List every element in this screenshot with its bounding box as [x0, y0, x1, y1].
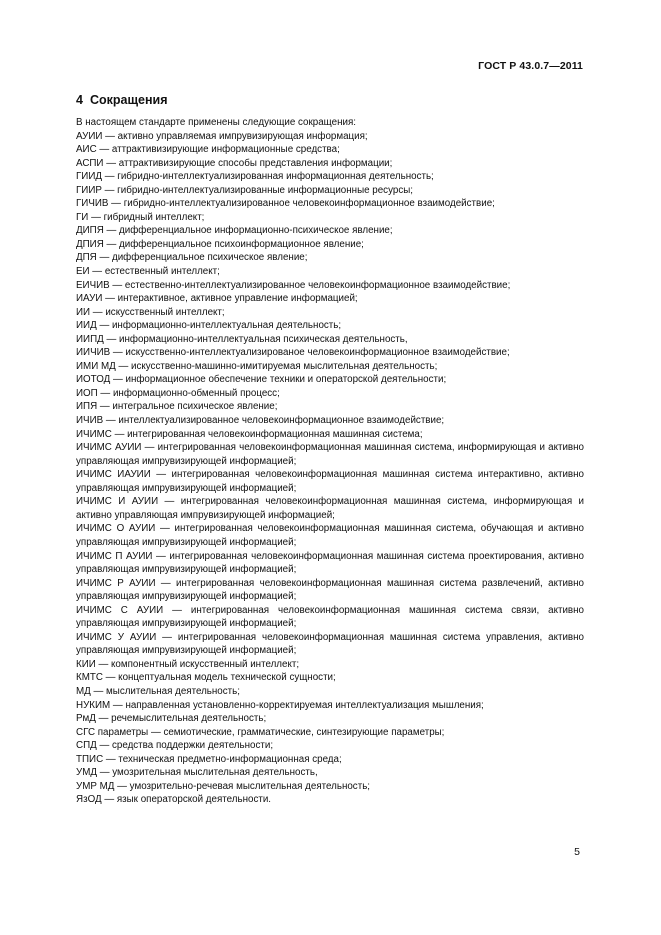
abbreviation-entry: ТПИС — техническая предметно-информационная среда; — [76, 753, 342, 765]
abbreviation-entry: ИИЧИВ — искусственно-интеллектуализированое человекоинформационное взаимодействие; — [76, 347, 510, 359]
abbreviation-entry: НУКИМ — направленная установленно-корректируемая интеллектуализация мышления; — [76, 699, 484, 711]
abbreviation-entry: ДИПЯ — дифференциальное информационно-психическое явление; — [76, 225, 393, 237]
abbreviation-entry: ГИ — гибридный интеллект; — [76, 211, 205, 223]
abbreviation-entry: АСПИ — аттрактивизирующие способы представления информации; — [76, 157, 393, 169]
abbreviation-entry: ИИ — искусственный интеллект; — [76, 306, 225, 318]
abbreviation-entry: ИЧИМС О АУИИ — интегрированная человекоинформационная машинная система, обучающая и активно управляющая импрувизирующей информацией; — [76, 523, 584, 548]
abbreviations-body — [76, 116, 584, 807]
abbreviation-entry: УМД — умозрительная мыслительная деятельность, — [76, 767, 318, 779]
intro-text: В настоящем стандарте применены следующие сокращения: — [76, 117, 356, 128]
abbreviation-entry: ИЧИМС И АУИИ — интегрированная человекоинформационная машинная система, информирующая и активно управляющая импрувизирующей информацией; — [76, 496, 584, 521]
abbreviation-entry: ГИИР — гибридно-интеллектуализированные информационные ресурсы; — [76, 184, 413, 196]
section-number: 4 — [76, 93, 83, 107]
abbreviation-entry: ИОТОД — информационное обеспечение техники и операторской деятельности; — [76, 374, 447, 386]
abbreviation-entry: ИЧИМС У АУИИ — интегрированная человекоинформационная машинная система управления, активно управляющая импрувизирующей информацией; — [76, 631, 584, 657]
abbreviation-entry: КМТС — концептуальная модель технической сущности; — [76, 672, 336, 684]
abbreviation-entry: ЕИЧИВ — естественно-интеллектуализированное человекоинформационное взаимодействие; — [76, 279, 511, 291]
abbreviations-list — [76, 130, 584, 807]
abbreviation-entry: УМР МД — умозрительно-речевая мыслительная деятельность; — [76, 780, 371, 792]
abbreviation-entry: ЯзОД — язык операторской деятельности. — [76, 794, 272, 806]
abbreviation-entry: РмД — речемыслительная деятельность; — [76, 713, 267, 725]
abbreviation-entry: ИИД — информационно-интеллектуальная деятельность; — [76, 320, 342, 332]
abbreviation-entry: АУИИ — активно управляемая импрувизирующая информация; — [76, 130, 368, 142]
abbreviation-entry: ДПИЯ — дифференциальное психоинформационное явление; — [76, 238, 364, 250]
abbreviation-entry: ИЧИМС П АУИИ — интегрированная человекоинформационная машинная система проектирования, активно управляющая импрувизирующей информацией; — [76, 550, 584, 576]
abbreviation-entry: ИИПД — информационно-интеллектуальная психическая деятельность, — [76, 333, 408, 345]
abbreviation-entry: ЕИ — естественный интеллект; — [76, 266, 220, 278]
abbreviation-entry: ИЧИВ — интеллектуализированное человекоинформационное взаимодействие; — [76, 415, 445, 427]
standard-code: ГОСТ Р 43.0.7—2011 — [478, 60, 583, 72]
abbreviation-entry: ДПЯ — дифференциальное психическое явление; — [76, 252, 308, 264]
abbreviation-entry: ИОП — информационно-обменный процесс; — [76, 387, 280, 399]
abbreviation-entry: ГИЧИВ — гибридно-интеллектуализированное человекоинформационное взаимодействие; — [76, 198, 495, 210]
abbreviation-entry: ИЧИМС Р АУИИ — интегрированная человекоинформационная машинная система развлечений, активно управляющая импрувизирующей информацией; — [76, 577, 584, 603]
abbreviation-entry: ИЧИМС — интегрированная человекоинформационная машинная система; — [76, 428, 423, 440]
abbreviation-entry: ГИИД — гибридно-интеллектуализированная информационная деятельность; — [76, 171, 434, 183]
abbreviation-entry: ИЧИМС ИАУИИ — интегрированная человекоинформационная машинная система интерактивно, активно управляющая импрувизирующей информацией; — [76, 469, 584, 494]
abbreviation-entry: ИПЯ — интегральное психическое явление; — [76, 401, 278, 413]
abbreviation-entry: КИИ — компонентный искусственный интеллект; — [76, 658, 300, 670]
abbreviation-entry: ИЧИМС АУИИ — интегрированная человекоинформационная машинная система, информирующая и активно управляющая импрувизирующей информацией; — [76, 442, 584, 467]
abbreviation-entry: ИАУИ — интерактивное, активное управление информацией; — [76, 293, 358, 305]
abbreviation-entry: ИЧИМС С АУИИ — интегрированная человекоинформационная машинная система связи, активно управляющая импрувизирующей информацией; — [76, 604, 584, 630]
abbreviation-entry: АИС — аттрактивизирующие информационные средства; — [76, 144, 340, 156]
page-number: 5 — [574, 846, 580, 858]
abbreviation-entry: СПД — средства поддержки деятельности; — [76, 740, 274, 752]
section-heading — [76, 93, 168, 107]
abbreviation-entry: ИМИ МД — искусственно-машинно-имитируемая мыслительная деятельность; — [76, 360, 438, 372]
abbreviation-entry: МД — мыслительная деятельность; — [76, 685, 240, 697]
section-title: Сокращения — [89, 93, 168, 107]
abbreviation-entry: СГС параметры — семиотические, грамматические, синтезирующие параметры; — [76, 726, 445, 738]
